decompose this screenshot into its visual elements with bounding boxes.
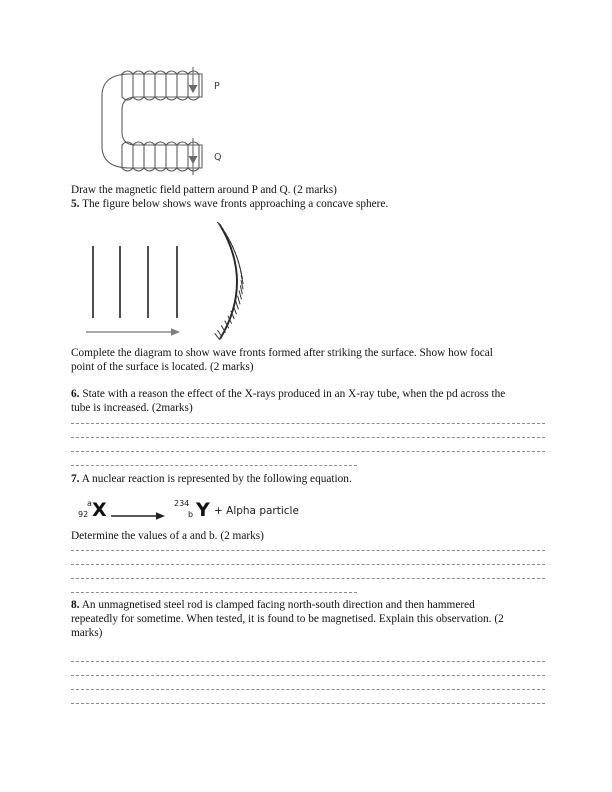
pole-label-p: P [214, 81, 220, 92]
q5-text: The figure below shows wave fronts approaching a concave sphere. [82, 198, 389, 211]
parent-symbol: X [92, 499, 107, 521]
parent-atomic-number: 92 [78, 510, 89, 519]
q7-body: A nuclear reaction is represented by the following equation. [81, 473, 352, 485]
q5-prompt-text [71, 346, 553, 374]
wave-direction-arrow [86, 328, 180, 336]
q6-body1: State with a reason the effect of the X-rays produced in an X-ray tube, when the pd across the [82, 388, 506, 400]
q4-prompt-line: Draw the magnetic field pattern around P and Q. (2 marks) [71, 184, 337, 196]
q8-line3: marks) [71, 627, 103, 640]
q6-number: 6. [71, 388, 80, 400]
concave-surface [214, 222, 243, 340]
nuclear-equation [78, 499, 338, 529]
daughter-atomic-number: b [188, 510, 194, 519]
q5-number: 5. [71, 198, 80, 211]
q6-line2: tube is increased. (2marks) [71, 402, 193, 415]
q5-prompt-line1: Complete the diagram to show wave fronts formed after striking the surface. Show how focal [71, 347, 493, 359]
q7-text [71, 472, 553, 486]
u-core-outline [102, 74, 202, 168]
coil-winding-upper [122, 71, 199, 100]
q8-text [71, 598, 553, 641]
q6-text [71, 387, 553, 415]
alpha-emission-label: + Alpha particle [214, 505, 299, 517]
wavefront-diagram [72, 222, 262, 342]
electromagnet-diagram [96, 66, 256, 176]
coil-winding-lower [122, 142, 199, 171]
reaction-arrow-icon [111, 511, 169, 521]
q5-prompt-line2: point of the surface is located. (2 marks) [71, 361, 254, 374]
current-arrow-upper [189, 67, 196, 92]
q8-number: 8. [71, 599, 80, 611]
q8-line2: repeatedly for sometime. When tested, it is found to be magnetised. Explain this observation. (2 [71, 613, 504, 626]
q4-prompt-text [71, 183, 551, 211]
plane-wavefronts [93, 246, 177, 318]
daughter-mass-number: 234 [174, 499, 190, 508]
q8-line1 [71, 598, 553, 612]
daughter-symbol: Y [196, 499, 210, 521]
q6-line1 [71, 387, 553, 401]
q5-stem-line [71, 197, 551, 211]
pole-label-q: Q [214, 152, 222, 163]
q7-prompt: Determine the values of a and b. (2 marks) [71, 530, 264, 542]
q8-body1: An unmagnetised steel rod is clamped facing north-south direction and then hammered [81, 599, 475, 611]
current-arrow-lower [189, 138, 196, 175]
q7-line1 [71, 472, 553, 486]
parent-mass-number: a [87, 499, 92, 508]
q7-number: 7. [71, 473, 80, 485]
